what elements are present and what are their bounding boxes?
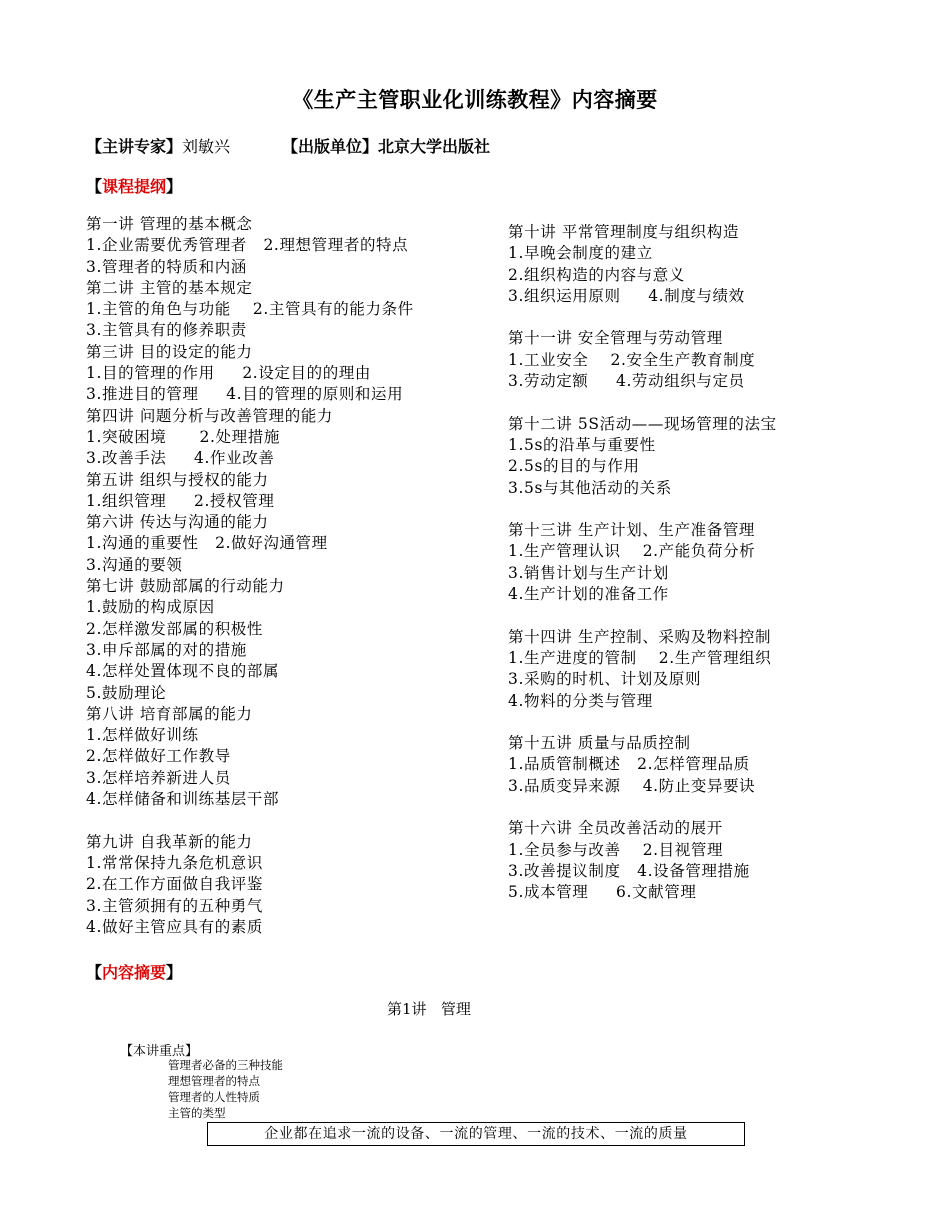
meta-line [86, 134, 490, 157]
outline-line: 第十三讲 生产计划、生产准备管理 [508, 521, 756, 540]
outline-line: 1.品质管制概述 2.怎样管理品质 [508, 755, 750, 774]
outline-line: 1.鼓励的构成原因 [86, 598, 215, 617]
summary-heading: 【内容摘要】 [86, 963, 183, 982]
publisher-name: 北京大学出版社 [378, 137, 491, 156]
outline-line: 3.组织运用原则 4.制度与绩效 [508, 286, 745, 305]
outline-line: 第十四讲 生产控制、采购及物料控制 [508, 627, 772, 646]
focus-item: 管理者必备的三种技能 [168, 1058, 283, 1072]
outline-line: 3.采购的时机、计划及原则 [508, 670, 702, 689]
focus-item: 主管的类型 [168, 1106, 226, 1120]
outline-line: 3.推进目的管理 4.目的管理的原则和运用 [86, 385, 404, 404]
spacer [508, 712, 777, 733]
outline-line: 第六讲 传达与沟通的能力 [86, 513, 269, 532]
expert-name: 刘敏兴 [182, 137, 231, 156]
outline-line: 第九讲 自我革新的能力 [86, 832, 253, 851]
outline-line: 第四讲 问题分析与改善管理的能力 [86, 406, 334, 425]
spacer [508, 605, 777, 626]
outline-line: 第三讲 目的设定的能力 [86, 342, 253, 361]
outline-line: 4.物料的分类与管理 [508, 691, 653, 710]
outline-line: 第八讲 培育部属的能力 [86, 704, 253, 723]
outline-line: 2.怎样激发部属的积极性 [86, 619, 263, 638]
publisher-label: 【出版单位】 [282, 137, 379, 156]
outline-line: 第二讲 主管的基本规定 [86, 278, 253, 297]
outline-line: 3.劳动定额 4.劳动组织与定员 [508, 372, 745, 391]
outline-line: 2.怎样做好工作教导 [86, 747, 231, 766]
outline-line: 3.申斥部属的对的措施 [86, 640, 247, 659]
focus-label: 【本讲重点】 [120, 1044, 199, 1059]
outline-line: 1.5s的沿革与重要性 [508, 435, 656, 454]
outline-line: 1.生产进度的管制 2.生产管理组织 [508, 648, 772, 667]
outline-line: 第十讲 平常管理制度与组织构造 [508, 223, 739, 241]
spacer [508, 797, 777, 818]
outline-line: 第十六讲 全员改善活动的展开 [508, 819, 723, 838]
outline-line: 4.生产计划的准备工作 [508, 585, 669, 604]
outline-line: 3.管理者的特质和内涵 [86, 257, 247, 276]
outline-line: 第十五讲 质量与品质控制 [508, 734, 691, 753]
outline-heading: 【课程提纲】 [86, 177, 183, 196]
lecture-heading: 第1讲 管理 [387, 1000, 471, 1018]
document-title: 《生产主管职业化训练教程》内容摘要 [292, 88, 658, 112]
outline-line: 1.早晚会制度的建立 [508, 244, 653, 263]
outline-line: 1.全员参与改善 2.目视管理 [508, 840, 724, 859]
outline-line: 1.沟通的重要性 2.做好沟通管理 [86, 534, 328, 553]
outline-line: 3.品质变异来源 4.防止变异要诀 [508, 776, 756, 795]
outline-line: 1.组织管理 2.授权管理 [86, 491, 275, 510]
outline-line: 3.销售计划与生产计划 [508, 563, 669, 582]
focus-item: 管理者的人性特质 [168, 1090, 260, 1104]
outline-line: 第一讲 管理的基本概念 [86, 215, 253, 233]
focus-item: 理想管理者的特点 [168, 1074, 260, 1088]
outline-line: 3.5s与其他活动的关系 [508, 478, 672, 497]
outline-line: 3.主管须拥有的五种勇气 [86, 896, 263, 915]
outline-line: 第五讲 组织与授权的能力 [86, 470, 269, 489]
outline-right-column [508, 222, 777, 904]
spacer [508, 392, 777, 413]
outline-line: 1.生产管理认识 2.产能负荷分析 [508, 542, 756, 561]
outline-line: 第十一讲 安全管理与劳动管理 [508, 329, 723, 348]
outline-line: 2.在工作方面做自我评鉴 [86, 875, 263, 894]
outline-line: 4.做好主管应具有的素质 [86, 917, 263, 936]
outline-line: 1.主管的角色与功能 2.主管具有的能力条件 [86, 300, 414, 319]
outline-line: 3.改善提议制度 4.设备管理措施 [508, 861, 750, 880]
expert-label: 【主讲专家】 [86, 137, 183, 156]
outline-line: 1.怎样做好训练 [86, 726, 199, 745]
focus-list [168, 1057, 283, 1121]
spacer [86, 810, 414, 831]
outline-line: 1.工业安全 2.安全生产教育制度 [508, 350, 756, 369]
outline-line: 3.怎样培养新进人员 [86, 768, 231, 787]
boxed-statement: 企业都在追求一流的设备、一流的管理、一流的技术、一流的质量 [207, 1122, 745, 1146]
spacer [508, 499, 777, 520]
outline-line: 1.企业需要优秀管理者 2.理想管理者的特点 [86, 236, 409, 255]
outline-line: 3.改善手法 4.作业改善 [86, 449, 275, 468]
outline-line: 3.沟通的要领 [86, 555, 183, 574]
outline-line: 第十二讲 5S活动——现场管理的法宝 [508, 414, 777, 433]
outline-line: 4.怎样储备和训练基层干部 [86, 790, 280, 809]
outline-line: 5.成本管理 6.文献管理 [508, 883, 697, 902]
outline-line: 1.目的管理的作用 2.设定目的的理由 [86, 364, 372, 383]
outline-line: 2.5s的目的与作用 [508, 457, 640, 476]
outline-line: 3.主管具有的修养职责 [86, 321, 247, 340]
outline-line: 2.组织构造的内容与意义 [508, 265, 685, 284]
outline-line: 第七讲 鼓励部属的行动能力 [86, 577, 285, 596]
summary-heading-text: 内容摘要 [102, 963, 167, 982]
outline-line: 1.突破困境 2.处理措施 [86, 427, 280, 446]
outline-line: 5.鼓励理论 [86, 683, 167, 702]
outline-left-column [86, 214, 414, 938]
spacer [508, 307, 777, 328]
outline-line: 4.怎样处置体现不良的部属 [86, 662, 280, 681]
outline-heading-text: 课程提纲 [102, 177, 167, 196]
outline-line: 1.常常保持九条危机意识 [86, 853, 263, 872]
